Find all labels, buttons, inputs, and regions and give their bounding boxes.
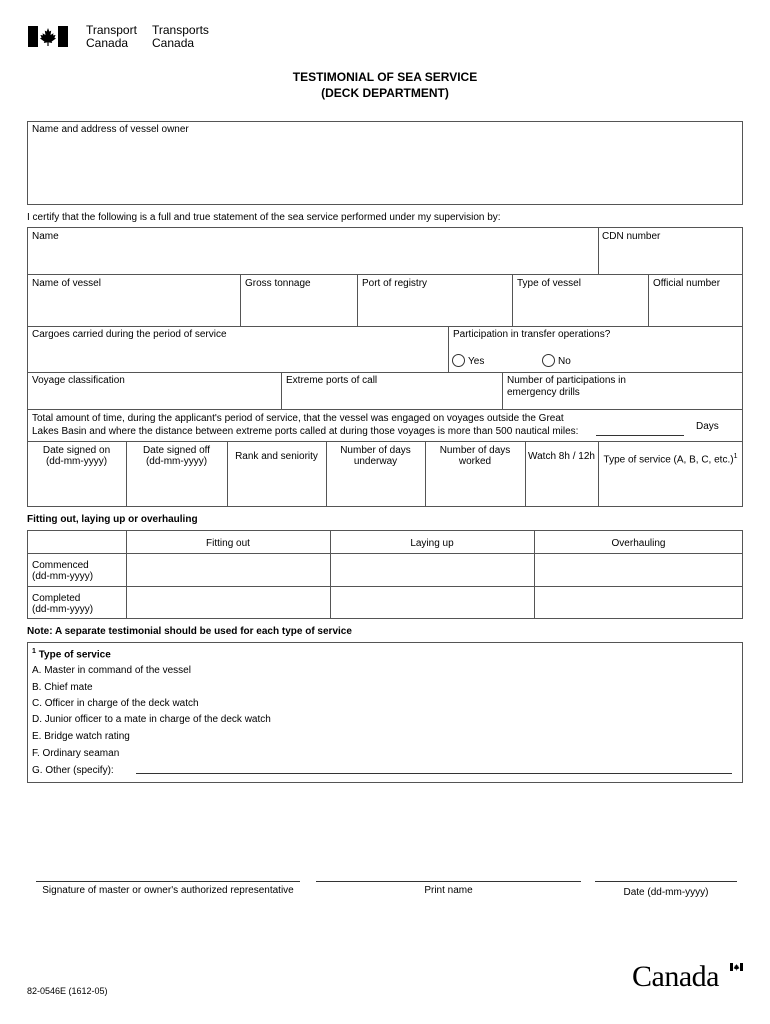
cdn-number-input[interactable] [602, 250, 737, 268]
service-item-a: A. Master in command of the vessel [32, 665, 191, 676]
type-of-service-heading: $^1$ Type of service [32, 648, 111, 661]
row-completed-1: Completed [32, 593, 81, 604]
service-item-b: B. Chief mate [32, 682, 93, 693]
fitting-completed-input[interactable] [131, 590, 326, 614]
signature-line[interactable] [36, 881, 300, 882]
service-item-g: G. Other (specify): [32, 765, 114, 776]
vessel-type-input[interactable] [517, 298, 643, 316]
no-label: No [558, 356, 571, 367]
yes-radio[interactable] [452, 354, 465, 367]
type-of-service-input[interactable] [602, 476, 739, 502]
dept-fr-line2: Canada [152, 36, 195, 50]
service-item-e: E. Bridge watch rating [32, 731, 130, 742]
form-title: TESTIMONIAL OF SEA SERVICE [292, 70, 478, 84]
other-specify-input[interactable] [136, 760, 730, 772]
signed-on-input[interactable] [31, 476, 122, 502]
cargoes-label: Cargoes carried during the period of service [32, 329, 227, 340]
transfer-operations-label: Participation in transfer operations? [453, 329, 611, 340]
certify-statement: I certify that the following is a full and true statement of the sea service performed under my supervision by: [27, 212, 501, 223]
row-completed-2: (dd-mm-yyyy) [32, 604, 94, 615]
overhauling-completed-input[interactable] [539, 590, 738, 614]
canada-flag-icon [28, 26, 68, 47]
dept-en-line2: Canada [86, 36, 129, 50]
no-radio[interactable] [542, 354, 555, 367]
note: Note: A separate testimonial should be used for each type of service [27, 626, 352, 637]
col-signed-on: Date signed on (dd-mm-yyyy) [42, 445, 111, 467]
voyage-classification-label: Voyage classification [32, 375, 125, 386]
fitting-commenced-input[interactable] [131, 558, 326, 582]
col-days-worked: Number of days worked [439, 445, 511, 467]
overhauling-commenced-input[interactable] [539, 558, 738, 582]
fitting-heading: Fitting out, laying up or overhauling [27, 514, 198, 525]
laying-completed-input[interactable] [335, 590, 530, 614]
applicant-name-label: Name [32, 231, 59, 242]
days-label: Days [696, 421, 719, 432]
gross-tonnage-label: Gross tonnage [245, 278, 311, 289]
date-line[interactable] [595, 881, 737, 882]
total-time-line1: Total amount of time, during the applicant's period of service, that the vessel was engaged on voyages outside the Great [32, 413, 564, 424]
port-of-registry-input[interactable] [362, 298, 507, 316]
form-subtitle: (DECK DEPARTMENT) [321, 86, 449, 100]
date-label: Date (dd-mm-yyyy) [623, 887, 709, 898]
days-worked-input[interactable] [429, 476, 521, 502]
dept-en-line1: Transport [86, 23, 137, 37]
signed-off-input[interactable] [130, 476, 223, 502]
row-commenced-1: Commenced [32, 560, 89, 571]
col-fitting-out: Fitting out [206, 538, 250, 549]
official-number-label: Official number [653, 278, 721, 289]
col-type-of-service: Type of service (A, B, C, etc.)$^1$ [603, 453, 738, 466]
gross-tonnage-input[interactable] [245, 298, 352, 316]
col-rank: Rank and seniority [235, 451, 318, 462]
col-days-underway: Number of days underway [340, 445, 411, 467]
days-input[interactable] [596, 422, 682, 434]
voyage-classification-input[interactable] [32, 390, 276, 406]
days-underway-input[interactable] [330, 476, 421, 502]
emergency-drills-label-1: Number of participations in [507, 375, 626, 386]
rank-input[interactable] [231, 476, 322, 502]
emergency-drills-label-2: emergency drills [507, 387, 580, 398]
col-overhauling: Overhauling [611, 538, 666, 549]
total-time-line2: Lakes Basin and where the distance between extreme ports called at during those voyages is more than 500 nautical miles: [32, 426, 579, 437]
extreme-ports-label: Extreme ports of call [286, 375, 378, 386]
print-name-label: Print name [424, 885, 473, 896]
port-of-registry-label: Port of registry [362, 278, 428, 289]
cargoes-input[interactable] [32, 346, 442, 364]
signature-label: Signature of master or owner's authorized representative [42, 885, 294, 896]
official-number-input[interactable] [653, 298, 738, 316]
service-item-c: C. Officer in charge of the deck watch [32, 698, 199, 709]
vessel-type-label: Type of vessel [517, 278, 581, 289]
owner-input[interactable] [32, 140, 737, 198]
laying-commenced-input[interactable] [335, 558, 530, 582]
col-watch: Watch 8h / 12h [528, 451, 595, 462]
extreme-ports-input[interactable] [286, 390, 496, 406]
vessel-name-input[interactable] [32, 298, 235, 316]
canada-wordmark: Canada [632, 960, 747, 994]
row-commenced-2: (dd-mm-yyyy) [32, 571, 94, 582]
yes-label: Yes [468, 356, 485, 367]
col-laying-up: Laying up [410, 538, 454, 549]
service-item-d: D. Junior officer to a mate in charge of the deck watch [32, 714, 271, 725]
owner-label: Name and address of vessel owner [32, 124, 189, 135]
service-item-f: F. Ordinary seaman [32, 748, 120, 759]
watch-input[interactable] [529, 476, 594, 502]
col-signed-off: Date signed off (dd-mm-yyyy) [142, 445, 211, 467]
vessel-name-label: Name of vessel [32, 278, 101, 289]
form-number: 82-0546E (1612-05) [27, 986, 108, 996]
dept-fr-line1: Transports [152, 23, 209, 37]
applicant-name-input[interactable] [32, 250, 592, 268]
print-name-line[interactable] [316, 881, 581, 882]
cdn-number-label: CDN number [602, 231, 661, 242]
wordmark-flag-icon [730, 963, 743, 971]
